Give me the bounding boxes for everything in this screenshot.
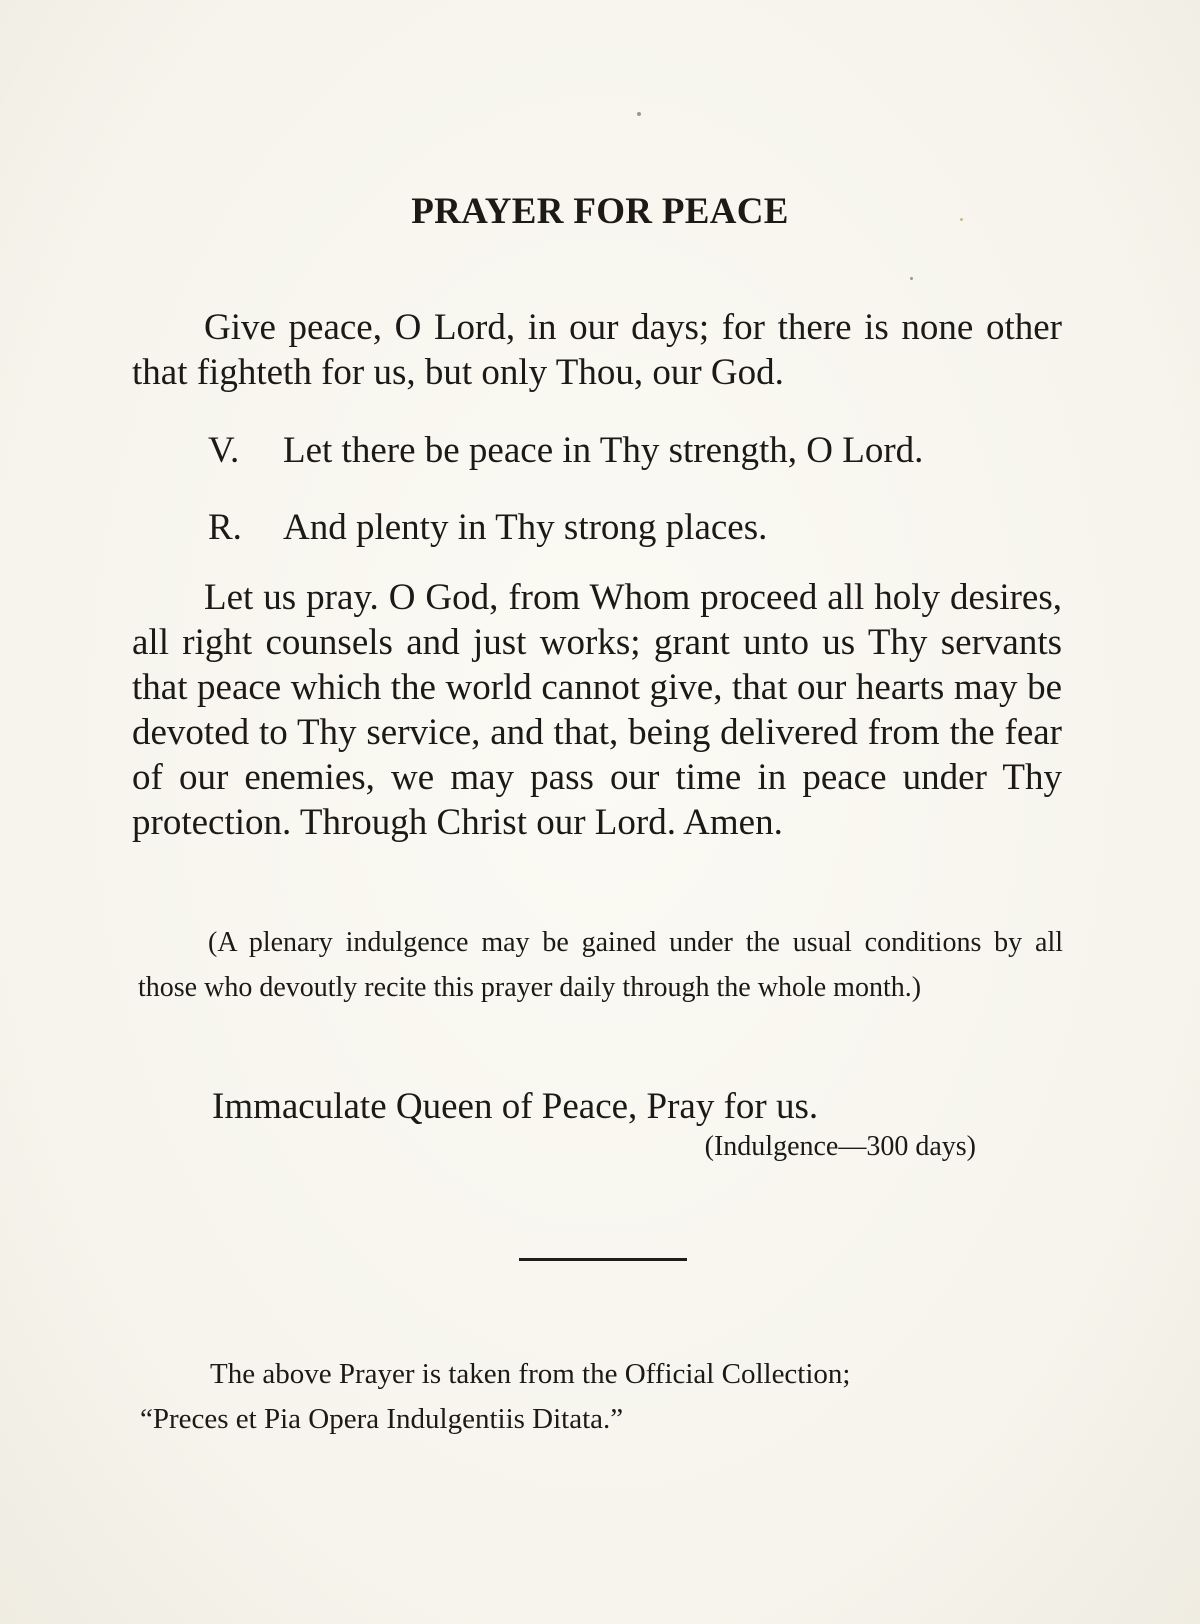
response-text: And plenty in Thy strong places. [283,507,768,548]
response-label: R. [208,507,242,548]
paper-speck [910,277,913,280]
invocation-indulgence: (Indulgence—300 days) [704,1131,976,1162]
indulgence-note [138,920,1063,1010]
source-line-1 [140,1352,1070,1397]
source-line-1-text: The above Prayer is taken from the Official Collection; [210,1358,851,1390]
versicle-label: V. [208,430,240,471]
page-title: PRAYER FOR PEACE [411,191,789,232]
paper-speck [637,112,641,116]
section-divider [519,1258,687,1261]
indulgence-note-text: (A plenary indulgence may be gained under the usual conditions by all those who devoutly recite this prayer daily through the whole month.) [138,927,1063,1003]
prayer-paragraph-1 [132,305,1062,395]
invocation-line: Immaculate Queen of Peace, Pray for us. [212,1086,819,1127]
source-note [140,1352,1070,1442]
prayer-paragraph-2-text: Let us pray. O God, from Whom proceed all holy desires, all right counsels and just works; grant unto us Thy servants that peace which the world cannot give, that our hearts may be devoted to Thy service, and that, being delivered from the fear of our enemies, we may pass our time in peace under Thy protection. Through Christ our Lord. Amen. [132,577,1062,843]
versicle-line [208,428,923,473]
paper-speck [960,218,963,221]
versicle-text: Let there be peace in Thy strength, O Lord. [283,430,924,471]
prayer-paragraph-1-text: Give peace, O Lord, in our days; for there is none other that fighteth for us, but only Thou, our God. [132,307,1062,393]
source-line-2: “Preces et Pia Opera Indulgentiis Ditata.” [140,1403,624,1435]
response-line [208,505,767,550]
prayer-paragraph-2 [132,575,1062,845]
